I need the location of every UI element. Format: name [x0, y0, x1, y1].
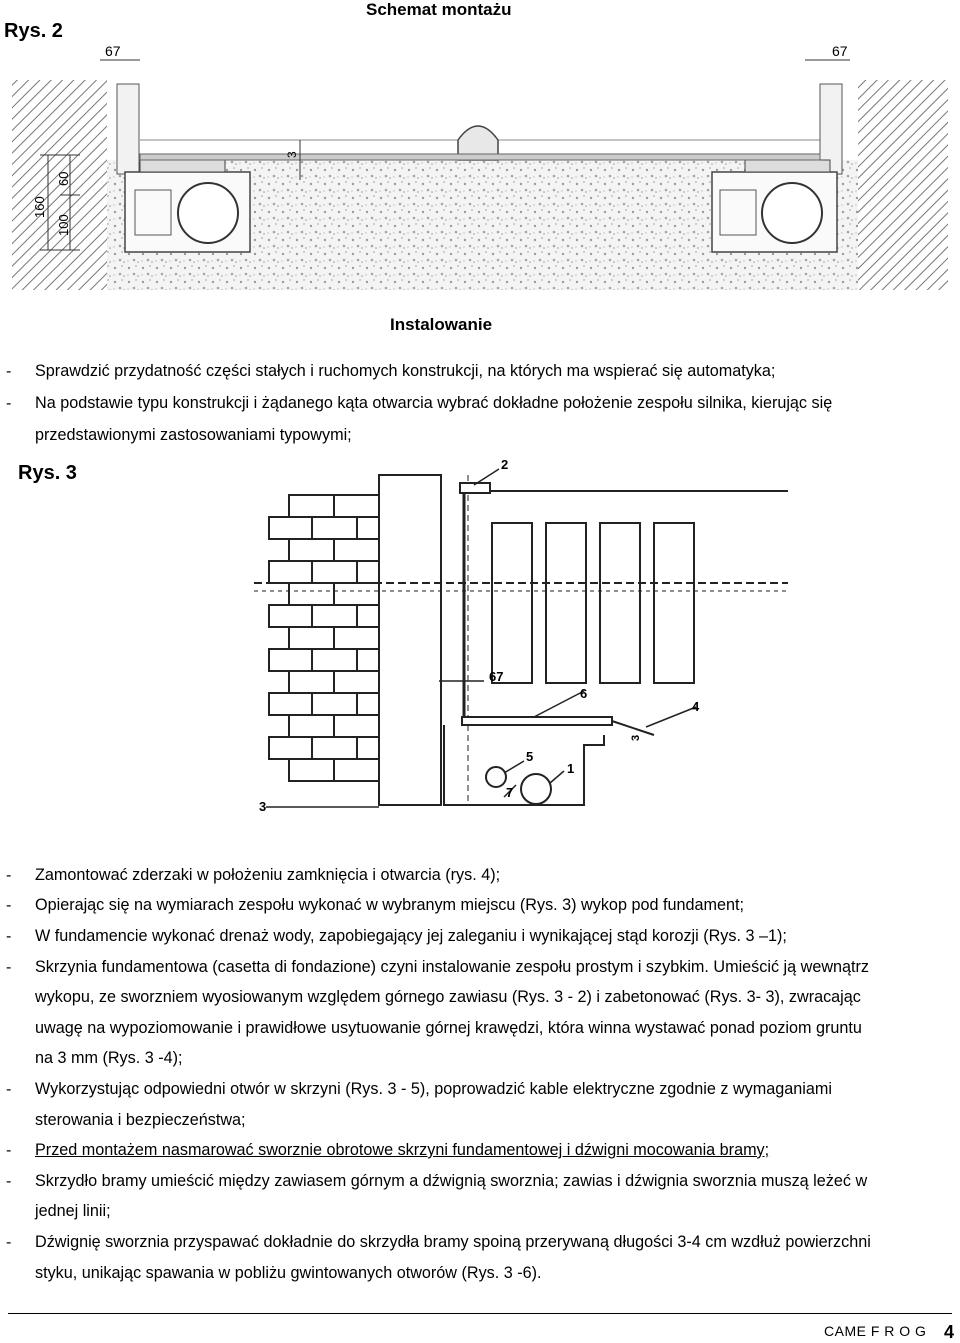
step-item-cont: na 3 mm (Rys. 3 -4); — [35, 1049, 183, 1067]
step-item-underlined: Przed montażem nasmarować sworznie obrotowe skrzyni fundamentowej i dźwigni mocowania bramy; — [35, 1141, 770, 1159]
footer-brand: CAME F R O G — [824, 1323, 927, 1339]
left-post — [117, 84, 139, 174]
step-item: Skrzynia fundamentowa (casetta di fondazione) czyni instalowanie zespołu prostym i szybkim. Umieścić ją wewnątrz — [35, 958, 870, 976]
callout-1: 1 — [567, 761, 575, 776]
callout-3: 3 — [259, 799, 267, 814]
step-item-cont: wykopu, ze sworzniem wyosiowanym względem górnego zawiasu (Rys. 3 - 2) i zabetonować (Rys. 3- 3), zwracając — [35, 988, 861, 1006]
figure2-title: Schemat montażu — [366, 0, 512, 19]
step-item: Opierając się na wymiarach zespołu wykonać w wybranym miejscu (Rys. 3) wykop pod fundament; — [35, 896, 744, 914]
callout-2: 2 — [501, 457, 509, 472]
lever — [462, 717, 612, 725]
dim-100: 100 — [56, 214, 71, 236]
step-item-cont: sterowania i bezpieczeństwa; — [35, 1111, 246, 1129]
callout-67: 67 — [489, 669, 504, 684]
step-item: Dźwignię sworznia przyspawać dokładnie do skrzydła bramy spoiną przerywaną długości 3-4 cm wzdłuż powierzchni — [35, 1233, 871, 1251]
step-item-cont: styku, unikając spawania w pobliżu gwintowanych otworów (Rys. 3 -6). — [35, 1264, 542, 1282]
figure2-diagram — [0, 40, 960, 300]
pillar — [379, 475, 441, 805]
figure2-label: Rys. 2 — [4, 20, 63, 42]
step-item: W fundamencie wykonać drenaż wody, zapobiegający jej zaleganiu i wynikającej stąd korozji (Rys. 3 –1); — [35, 927, 787, 945]
callout-7: 7 — [506, 785, 514, 800]
dim-3: 3 — [285, 151, 299, 158]
step-item: Zamontować zderzaki w położeniu zamknięcia i otwarcia (rys. 4); — [35, 866, 501, 884]
right-motor-icon — [762, 183, 822, 243]
dim-67-right: 67 — [832, 43, 848, 59]
callout-4: 4 — [692, 699, 700, 714]
drain — [521, 774, 551, 804]
figure3-diagram — [234, 455, 788, 865]
callout-5: 5 — [526, 749, 534, 764]
section-title: Instalowanie — [390, 315, 493, 334]
dim-60: 60 — [56, 171, 71, 186]
right-wall — [858, 80, 948, 290]
left-motor-icon — [178, 183, 238, 243]
callout-3-dim: 3 — [630, 734, 642, 741]
dim-67-left: 67 — [105, 43, 121, 59]
step-item: Wykorzystując odpowiedni otwór w skrzyni (Rys. 3 - 5), poprowadzić kable elektryczne zgodnie z wymaganiami — [35, 1080, 832, 1098]
step-item-cont: uwagę na wypoziomowanie i prawidłowe usytuowanie górnej krawędzi, która winna wystawać ponad poziom gruntu — [35, 1019, 862, 1037]
step-item-cont: jednej linii; — [35, 1202, 111, 1220]
dim-160: 160 — [32, 196, 47, 218]
step-item: Skrzydło bramy umieścić między zawiasem górnym a dźwignią sworznia; zawias i dźwignia sworznia muszą leżeć w — [35, 1172, 868, 1190]
intro-item: Na podstawie typu konstrukcji i żądanego kąta otwarcia wybrać dokładne położenie zespołu silnika, kierując się — [35, 394, 833, 412]
page-number: 4 — [944, 1322, 955, 1342]
cable-hole — [486, 767, 506, 787]
intro-item: Sprawdzić przydatność części stałych i ruchomych konstrukcji, na których ma wspierać się automatyka; — [35, 362, 776, 380]
footer-divider — [8, 1313, 952, 1314]
callout-6: 6 — [580, 686, 588, 701]
figure3-label: Rys. 3 — [18, 462, 77, 484]
intro-item-cont: przedstawionymi zastosowaniami typowymi; — [35, 426, 352, 444]
